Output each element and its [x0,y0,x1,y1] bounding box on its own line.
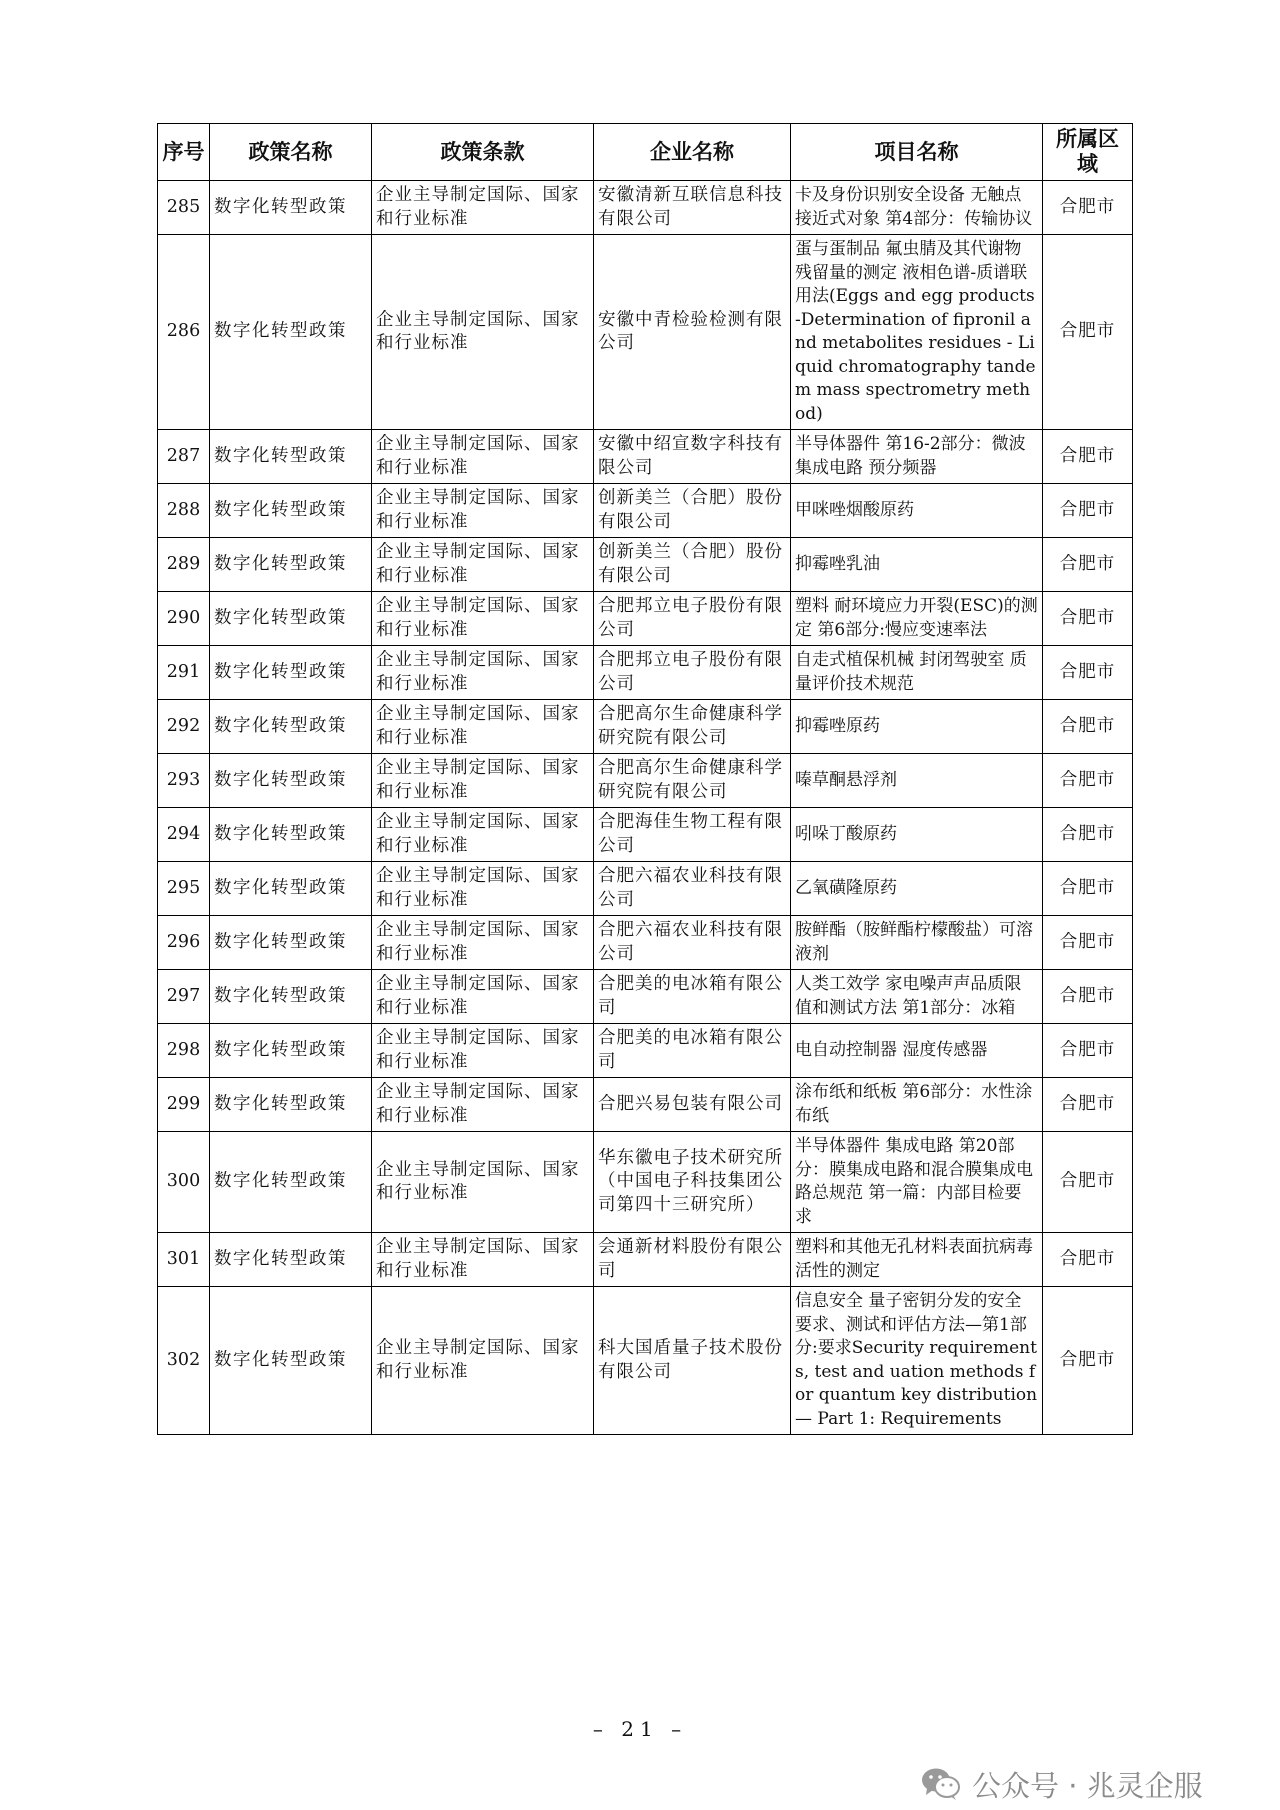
cell-company-name: 合肥六福农业科技有限公司 [594,916,791,970]
cell-policy-name: 数字化转型政策 [210,1078,372,1132]
cell-project-name: 卡及身份识别安全设备 无触点接近式对象 第4部分：传输协议 [791,181,1043,235]
cell-company-name: 创新美兰（合肥）股份有限公司 [594,484,791,538]
cell-serial-number: 295 [158,862,210,916]
cell-region: 合肥市 [1043,700,1133,754]
cell-policy-clause: 企业主导制定国际、国家和行业标准 [372,592,594,646]
cell-serial-number: 300 [158,1132,210,1233]
cell-region: 合肥市 [1043,646,1133,700]
header-policy-name: 政策名称 [210,124,372,181]
cell-company-name: 华东徽电子技术研究所（中国电子科技集团公司第四十三研究所） [594,1132,791,1233]
cell-policy-clause: 企业主导制定国际、国家和行业标准 [372,862,594,916]
cell-project-name: 塑料 耐环境应力开裂(ESC)的测定 第6部分:慢应变速率法 [791,592,1043,646]
table-row [158,235,1133,430]
cell-company-name: 安徽清新互联信息科技有限公司 [594,181,791,235]
table-row [158,862,1133,916]
table-row [158,700,1133,754]
cell-policy-clause: 企业主导制定国际、国家和行业标准 [372,916,594,970]
cell-policy-clause: 企业主导制定国际、国家和行业标准 [372,700,594,754]
table-row [158,808,1133,862]
table-row [158,916,1133,970]
table-row [158,1287,1133,1435]
cell-serial-number: 286 [158,235,210,430]
cell-policy-name: 数字化转型政策 [210,1024,372,1078]
cell-company-name: 合肥邦立电子股份有限公司 [594,592,791,646]
cell-policy-clause: 企业主导制定国际、国家和行业标准 [372,970,594,1024]
table-row [158,1132,1133,1233]
cell-policy-clause: 企业主导制定国际、国家和行业标准 [372,646,594,700]
cell-policy-name: 数字化转型政策 [210,235,372,430]
cell-company-name: 安徽中青检验检测有限公司 [594,235,791,430]
cell-company-name: 合肥美的电冰箱有限公司 [594,1024,791,1078]
table-row [158,181,1133,235]
cell-project-name: 吲哚丁酸原药 [791,808,1043,862]
cell-policy-clause: 企业主导制定国际、国家和行业标准 [372,1287,594,1435]
table-row [158,970,1133,1024]
cell-policy-name: 数字化转型政策 [210,862,372,916]
cell-region: 合肥市 [1043,1287,1133,1435]
cell-policy-clause: 企业主导制定国际、国家和行业标准 [372,1078,594,1132]
cell-policy-clause: 企业主导制定国际、国家和行业标准 [372,430,594,484]
cell-policy-name: 数字化转型政策 [210,484,372,538]
cell-project-name: 电自动控制器 湿度传感器 [791,1024,1043,1078]
table-header-row [158,124,1133,181]
cell-serial-number: 299 [158,1078,210,1132]
cell-policy-clause: 企业主导制定国际、国家和行业标准 [372,1024,594,1078]
cell-project-name: 蛋与蛋制品 氟虫腈及其代谢物残留量的测定 液相色谱-质谱联用法(Eggs and egg products -Determination of fipronil and metabolites residues - Liquid chromatography tandem mass spectrometry method) [791,235,1043,430]
cell-company-name: 合肥六福农业科技有限公司 [594,862,791,916]
cell-company-name: 合肥兴易包装有限公司 [594,1078,791,1132]
cell-policy-name: 数字化转型政策 [210,808,372,862]
table-row [158,484,1133,538]
cell-project-name: 嗪草酮悬浮剂 [791,754,1043,808]
wechat-icon [920,1766,962,1802]
table-row [158,1078,1133,1132]
table-body [158,181,1133,1435]
cell-serial-number: 298 [158,1024,210,1078]
cell-policy-name: 数字化转型政策 [210,538,372,592]
cell-policy-name: 数字化转型政策 [210,970,372,1024]
cell-region: 合肥市 [1043,1233,1133,1287]
header-region: 所属区域 [1043,124,1133,181]
cell-project-name: 人类工效学 家电噪声声品质限值和测试方法 第1部分：冰箱 [791,970,1043,1024]
cell-serial-number: 287 [158,430,210,484]
cell-policy-name: 数字化转型政策 [210,592,372,646]
page-number: – 21 – [592,1717,688,1741]
cell-policy-name: 数字化转型政策 [210,646,372,700]
cell-region: 合肥市 [1043,916,1133,970]
cell-company-name: 安徽中绍宣数字科技有限公司 [594,430,791,484]
cell-project-name: 半导体器件 集成电路 第20部分：膜集成电路和混合膜集成电路总规范 第一篇：内部目检要求 [791,1132,1043,1233]
cell-project-name: 涂布纸和纸板 第6部分：水性涂布纸 [791,1078,1043,1132]
cell-region: 合肥市 [1043,484,1133,538]
cell-project-name: 抑霉唑原药 [791,700,1043,754]
cell-company-name: 创新美兰（合肥）股份有限公司 [594,538,791,592]
cell-serial-number: 291 [158,646,210,700]
cell-policy-name: 数字化转型政策 [210,1132,372,1233]
cell-company-name: 合肥邦立电子股份有限公司 [594,646,791,700]
cell-region: 合肥市 [1043,1078,1133,1132]
cell-region: 合肥市 [1043,538,1133,592]
cell-serial-number: 297 [158,970,210,1024]
cell-company-name: 科大国盾量子技术股份有限公司 [594,1287,791,1435]
cell-serial-number: 288 [158,484,210,538]
cell-policy-clause: 企业主导制定国际、国家和行业标准 [372,538,594,592]
table-row [158,1233,1133,1287]
cell-region: 合肥市 [1043,754,1133,808]
cell-serial-number: 289 [158,538,210,592]
cell-company-name: 合肥高尔生命健康科学研究院有限公司 [594,754,791,808]
table-row [158,1024,1133,1078]
cell-project-name: 抑霉唑乳油 [791,538,1043,592]
table-row [158,538,1133,592]
header-company-name: 企业名称 [594,124,791,181]
cell-region: 合肥市 [1043,430,1133,484]
cell-policy-name: 数字化转型政策 [210,181,372,235]
cell-serial-number: 290 [158,592,210,646]
cell-policy-clause: 企业主导制定国际、国家和行业标准 [372,484,594,538]
cell-project-name: 胺鲜酯（胺鲜酯柠檬酸盐）可溶液剂 [791,916,1043,970]
cell-region: 合肥市 [1043,970,1133,1024]
header-serial-number: 序号 [158,124,210,181]
table-row [158,592,1133,646]
header-project-name: 项目名称 [791,124,1043,181]
cell-company-name: 合肥美的电冰箱有限公司 [594,970,791,1024]
cell-serial-number: 296 [158,916,210,970]
cell-policy-name: 数字化转型政策 [210,1287,372,1435]
cell-region: 合肥市 [1043,1024,1133,1078]
cell-policy-clause: 企业主导制定国际、国家和行业标准 [372,1132,594,1233]
cell-policy-clause: 企业主导制定国际、国家和行业标准 [372,808,594,862]
cell-policy-clause: 企业主导制定国际、国家和行业标准 [372,235,594,430]
cell-serial-number: 293 [158,754,210,808]
table-row [158,430,1133,484]
cell-policy-name: 数字化转型政策 [210,1233,372,1287]
cell-policy-clause: 企业主导制定国际、国家和行业标准 [372,181,594,235]
cell-serial-number: 285 [158,181,210,235]
cell-region: 合肥市 [1043,592,1133,646]
cell-company-name: 合肥高尔生命健康科学研究院有限公司 [594,700,791,754]
cell-policy-name: 数字化转型政策 [210,430,372,484]
cell-project-name: 信息安全 量子密钥分发的安全要求、测试和评估方法—第1部分:要求Security requirements, test and uation methods for quantum key distribution — Part 1: Requirements [791,1287,1043,1435]
table-row [158,754,1133,808]
cell-policy-clause: 企业主导制定国际、国家和行业标准 [372,754,594,808]
cell-serial-number: 294 [158,808,210,862]
cell-region: 合肥市 [1043,862,1133,916]
cell-project-name: 塑料和其他无孔材料表面抗病毒活性的测定 [791,1233,1043,1287]
watermark [920,1764,1203,1804]
table-row [158,646,1133,700]
cell-policy-name: 数字化转型政策 [210,700,372,754]
cell-company-name: 合肥海佳生物工程有限公司 [594,808,791,862]
header-policy-clause: 政策条款 [372,124,594,181]
cell-region: 合肥市 [1043,235,1133,430]
cell-project-name: 甲咪唑烟酸原药 [791,484,1043,538]
cell-region: 合肥市 [1043,808,1133,862]
cell-policy-name: 数字化转型政策 [210,916,372,970]
cell-serial-number: 301 [158,1233,210,1287]
cell-project-name: 乙氧磺隆原药 [791,862,1043,916]
cell-project-name: 半导体器件 第16-2部分：微波集成电路 预分频器 [791,430,1043,484]
cell-serial-number: 292 [158,700,210,754]
cell-policy-name: 数字化转型政策 [210,754,372,808]
cell-serial-number: 302 [158,1287,210,1435]
standards-table [157,123,1133,1435]
cell-project-name: 自走式植保机械 封闭驾驶室 质量评价技术规范 [791,646,1043,700]
watermark-text: 公众号 · 兆灵企服 [972,1768,1203,1803]
cell-region: 合肥市 [1043,181,1133,235]
cell-region: 合肥市 [1043,1132,1133,1233]
cell-policy-clause: 企业主导制定国际、国家和行业标准 [372,1233,594,1287]
cell-company-name: 会通新材料股份有限公司 [594,1233,791,1287]
